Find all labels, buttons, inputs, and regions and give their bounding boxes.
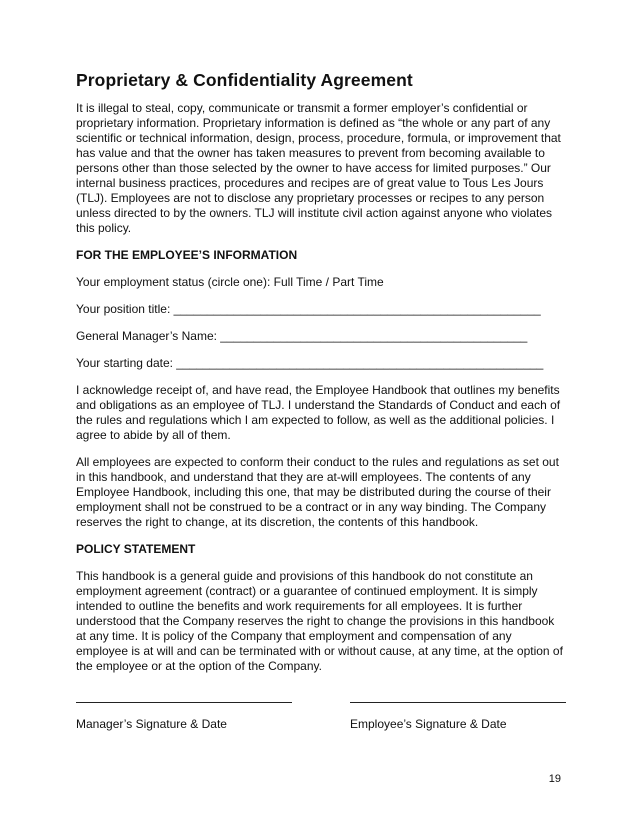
manager-signature-label: Manager’s Signature & Date [76, 717, 227, 731]
employee-signature-line [350, 690, 566, 703]
manager-name-field: General Manager’s Name: ______________________________________________ [76, 329, 528, 343]
employee-info-heading: FOR THE EMPLOYEE’S INFORMATION [76, 248, 298, 262]
page-title: Proprietary & Confidentiality Agreement [76, 70, 413, 90]
policy-heading: POLICY STATEMENT [76, 542, 196, 556]
starting-date-field: Your starting date: _______________________________________________________ [76, 356, 544, 370]
employee-signature-label: Employee’s Signature & Date [350, 717, 507, 731]
intro-paragraph: It is illegal to steal, copy, communicate or transmit a former employer’s confidential or proprietary information. Proprietary information is defined as “the whole or any part of any scientific or technical information, design, process, procedure, formula, or improvement that has value and that the owner has taken measures to prevent from becoming available to persons other than those selected by the owner to have access for limited purposes.” Our internal business practices, procedures and recipes are of great value to Tous Les Jours (TLJ). Employees are not to disclose any proprietary processes or recipes to any person unless directed to by the owners. TLJ will institute civil action against anyone who violates this policy. [76, 101, 561, 235]
position-title-field: Your position title: _______________________________________________________ [76, 302, 541, 316]
at-will-paragraph: All employees are expected to conform their conduct to the rules and regulations as set out in this handbook, and understand that they are at-will employees. The contents of any Employee Handbook, including this one, that may be distributed during the course of their employment shall not be construed to be a contract or in any way binding. The Company reserves the right to change, at its discretion, the contents of this handbook. [76, 455, 559, 529]
acknowledge-paragraph: I acknowledge receipt of, and have read, the Employee Handbook that outlines my benefits and obligations as an employee of TLJ. I understand the Standards of Conduct and each of the rules and regulations which I am expected to follow, as well as the additional policies. I agree to abide by all of them. [76, 383, 561, 442]
page-number: 19 [548, 773, 561, 785]
manager-signature-line [76, 690, 292, 703]
employment-status-field: Your employment status (circle one): Full Time / Part Time [76, 275, 384, 289]
employee-signature [350, 690, 566, 731]
manager-signature [76, 690, 292, 731]
policy-paragraph: This handbook is a general guide and provisions of this handbook do not constitute an employment agreement (contract) or a guarantee of continued employment. It is simply intended to outline the benefits and work requirements for all employees. It is further understood that the Company reserves the right to change the provisions in this handbook at any time. It is policy of the Company that employment and compensation of any employee is at will and can be terminated with or without cause, at any time, at the option of the employee or at the option of the Company. [76, 569, 563, 673]
document-page [76, 70, 566, 731]
signature-block [76, 690, 566, 731]
